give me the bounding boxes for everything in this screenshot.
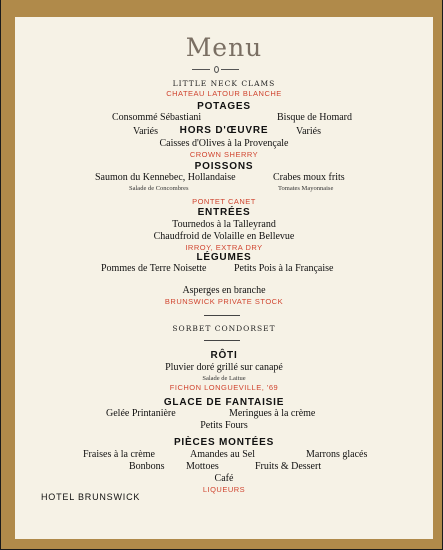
legumes-left: Pommes de Terre Noisette	[101, 263, 207, 274]
pieces-row2-item: Bonbons	[129, 461, 165, 472]
pieces-row1-item: Marrons glacés	[306, 449, 368, 460]
pieces-wine: LIQUEURS	[202, 485, 246, 494]
glace-heading: GLACE DE FANTAISIE	[163, 397, 285, 408]
pieces-cafe: Café	[214, 473, 234, 484]
roti-heading: RÔTI	[210, 350, 238, 361]
menu-title: Menu	[185, 33, 263, 62]
legumes-right: Petits Pois à la Française	[234, 263, 334, 274]
glace-right: Meringues à la crème	[229, 408, 316, 419]
poissons-wine: PONTET CANET	[192, 197, 256, 206]
entrees-heading: ENTRÉES	[197, 207, 251, 218]
legumes-heading: LÉGUMES	[196, 252, 252, 263]
hotel-name: HOTEL BRUNSWICK	[41, 492, 141, 502]
opening-dish: LITTLE NECK CLAMS	[172, 79, 276, 88]
menu-card	[15, 17, 433, 539]
divider-rule	[204, 340, 240, 341]
sorbet: SORBET CONDORSET	[172, 324, 276, 333]
pieces-heading: PIÈCES MONTÉES	[173, 437, 275, 448]
poissons-right-sub: Tomates Mayonnaise	[278, 185, 334, 192]
poissons-right: Crabes moux frits	[273, 172, 345, 183]
poissons-heading: POISSONS	[194, 161, 254, 172]
menu-card-frame	[1, 0, 442, 549]
legumes-item: Asperges en branche	[182, 285, 266, 296]
potages-heading: POTAGES	[197, 101, 251, 112]
poissons-left: Saumon du Kennebec, Hollandaise	[95, 172, 236, 183]
poissons-left-sub: Salade de Concombres	[129, 185, 189, 192]
divider-rule	[204, 315, 240, 316]
hors-item: Caisses d'Olives à la Provençale	[159, 138, 289, 149]
legumes-wine: BRUNSWICK PRIVATE STOCK	[164, 297, 284, 306]
hors-side-left: Variés	[133, 126, 158, 137]
hors-heading: HORS D'ŒUVRE	[179, 125, 269, 136]
pieces-row2-item: Fruits & Dessert	[255, 461, 322, 472]
ornament-divider	[190, 66, 242, 72]
opening-wine: CHATEAU LATOUR BLANCHE	[166, 89, 282, 98]
entrees-item-2: Chaudfroid de Volaille en Bellevue	[153, 231, 295, 242]
potages-left: Consommé Sébastiani	[112, 112, 202, 123]
entrees-item-1: Tournedos à la Talleyrand	[172, 219, 276, 230]
pieces-row2-item: Mottoes	[186, 461, 219, 472]
potages-right: Bisque de Homard	[277, 112, 352, 123]
glace-left: Gelée Printanière	[106, 408, 176, 419]
entrees-wine: IRROY, EXTRA DRY	[185, 243, 263, 252]
pieces-row1-item: Fraises à la crème	[83, 449, 155, 460]
roti-sub: Salade de Laitue	[202, 375, 246, 382]
pieces-row1-item: Amandes au Sel	[190, 449, 255, 460]
glace-item: Petits Fours	[200, 420, 248, 431]
hors-side-right: Variés	[296, 126, 321, 137]
roti-item: Pluvier doré grillé sur canapé	[165, 362, 283, 373]
hors-wine: CROWN SHERRY	[189, 150, 259, 159]
roti-wine: FICHON LONGUEVILLE, '69	[169, 383, 279, 392]
